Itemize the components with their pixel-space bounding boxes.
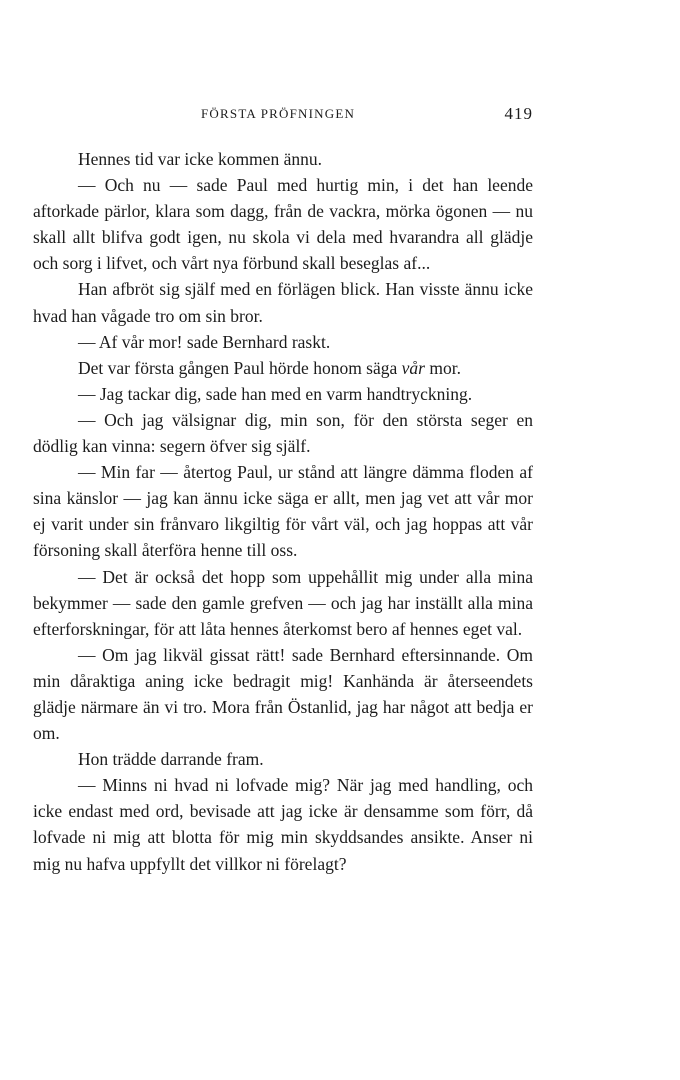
paragraph [33, 172, 533, 276]
paragraph [33, 642, 533, 746]
paragraph-text: Hennes tid var icke kommen ännu. [78, 149, 322, 169]
paragraph-text: — Af vår mor! sade Bernhard raskt. [78, 331, 331, 352]
paragraph-text: mor. [424, 357, 461, 378]
paragraph [33, 381, 533, 407]
paragraph-text: Hon trädde darrande fram. [78, 749, 264, 770]
paragraph-text: — Och jag välsignar dig, min son, för den största seger en dödlig kan vinna: segern öfver sig själf. [33, 409, 533, 457]
paragraph-text: — Och nu — sade Paul med hurtig min, i det han leende aftorkade pärlor, klara som dagg, från de vackra, mörka ögonen — nu skall allt blifva godt igen, nu skola vi dela med hvarandra all glädje och sorg i lifvet, och vårt nya förbund skall beseglas af... [33, 175, 533, 274]
paragraph-text: — Min far — återtog Paul, ur stånd att längre dämma floden af sina känslor — jag kan ännu icke säga er allt, men jag vet att vår mor ej varit under sin frånvaro likgiltig för vårt väl, och jag hoppas att vår försoning skall återföra henne till oss. [33, 462, 533, 561]
paragraph-text: Det var första gången Paul hörde honom säga [78, 357, 402, 378]
paragraph [33, 355, 533, 381]
paragraph-text: — Minns ni hvad ni lofvade mig? När jag med handling, och icke endast med ord, bevisade att jag icke är densamme som förr, då lofvade ni mig att blotta för mig min skyddsandes ansikte. Anser ni mig nu hafva uppfyllt det villkor ni förelagt? [33, 775, 533, 874]
paragraph [33, 276, 533, 328]
body-text [33, 146, 533, 877]
emphasis-text: vår [401, 357, 425, 378]
paragraph [33, 459, 533, 563]
page-number: 419 [504, 104, 533, 123]
paragraph-text: — Det är också det hopp som uppehållit mig under alla mina bekymmer — sade den gamle grefven — och jag har inställt alla mina efterforskningar, för att låta hennes återkomst bero af hennes eget val. [33, 566, 533, 639]
page-header [33, 104, 533, 128]
paragraph [33, 564, 533, 642]
paragraph [33, 772, 533, 876]
paragraph [33, 746, 533, 772]
paragraph-text: — Jag tackar dig, sade han med en varm handtryckning. [78, 383, 473, 404]
running-head: FÖRSTA PRÖFNINGEN [201, 106, 356, 121]
paragraph-text: — Om jag likväl gissat rätt! sade Bernhard eftersinnande. Om min dåraktiga aning icke bedragit mig! Kanhända är återseendets glädje närmare än vi tro. Mora från Östanlid, jag har något att bedja er om. [33, 644, 533, 744]
paragraph [33, 329, 533, 355]
paragraph [33, 146, 533, 172]
paragraph [33, 407, 533, 459]
paragraph-text: Han afbröt sig själf med en förlägen blick. Han visste ännu icke hvad han vågade tro om sin bror. [33, 279, 533, 326]
